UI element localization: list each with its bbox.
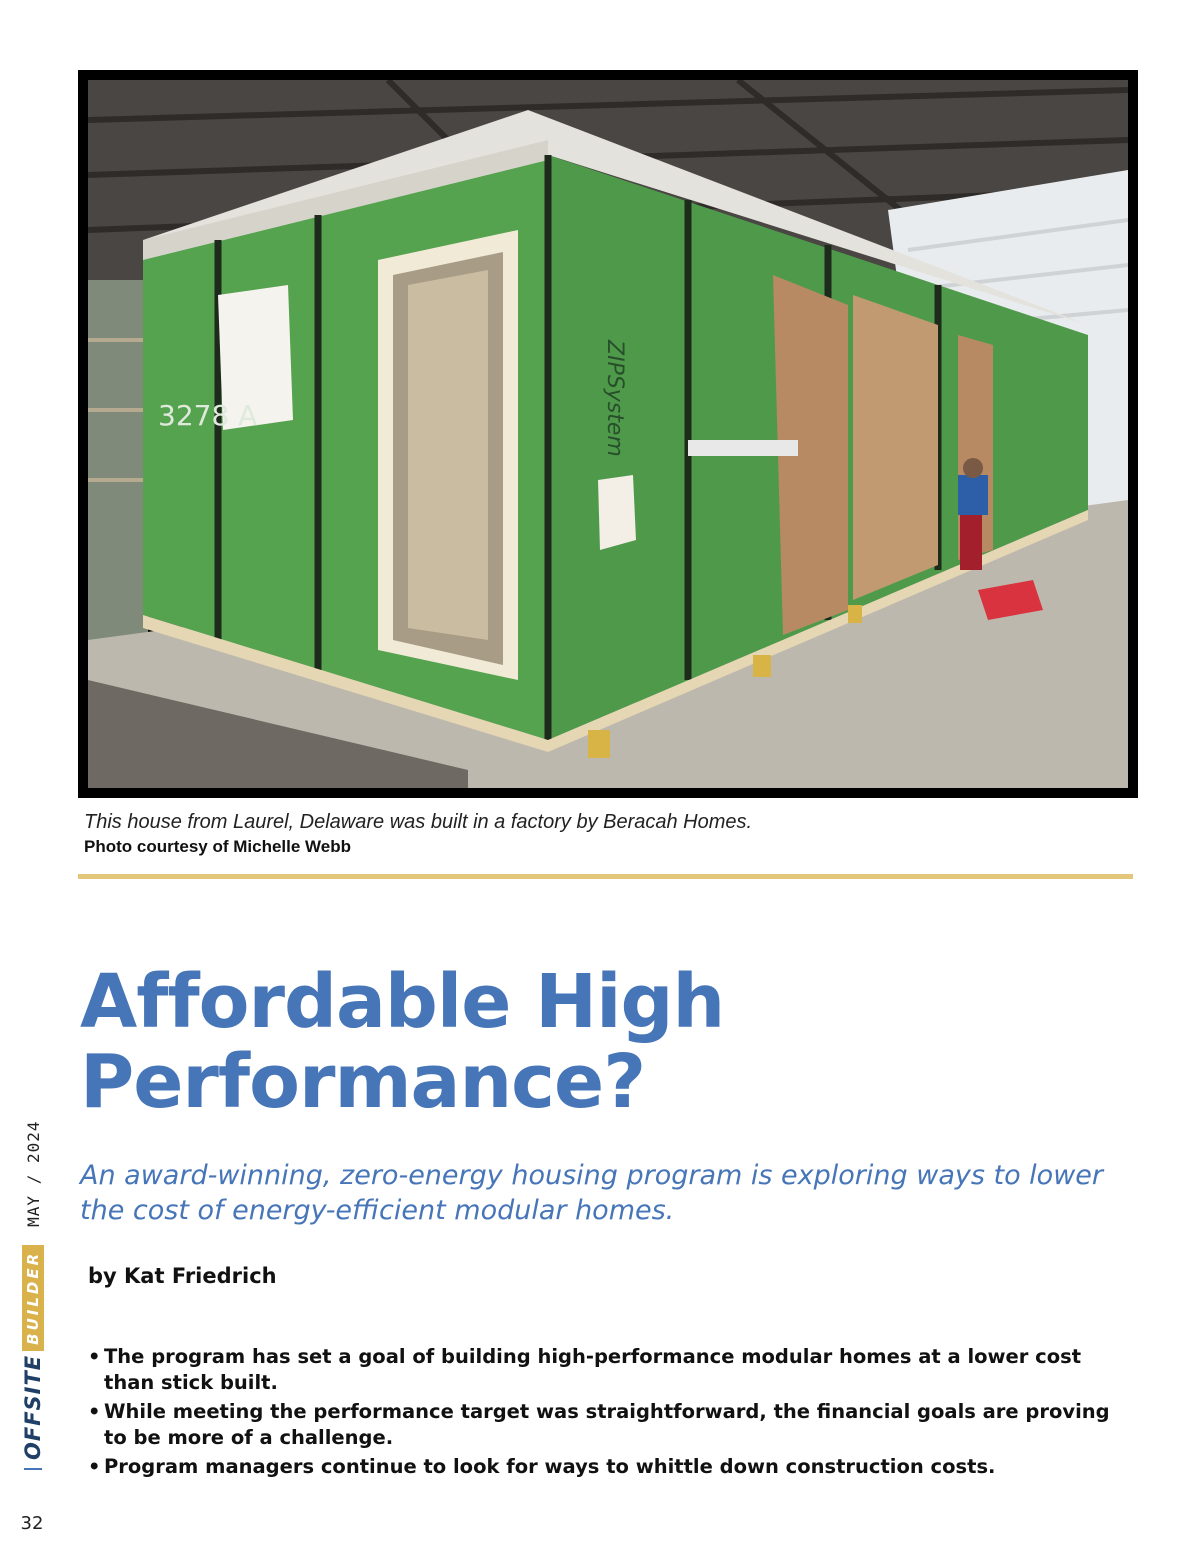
page-number: 32 [20, 1513, 44, 1534]
issue-date: MAY / 2024 [23, 1120, 43, 1227]
article-dek [80, 1158, 1140, 1228]
key-point [88, 1454, 1136, 1480]
title-line-1: Affordable High [80, 959, 725, 1045]
key-points-list [88, 1344, 1136, 1483]
dek-line-2: the cost of energy-efficient modular homes. [80, 1195, 675, 1226]
feature-photo-frame [78, 70, 1138, 798]
folio-bar [24, 1468, 42, 1470]
bullet-icon: • [88, 1455, 101, 1478]
caption-text: This house from Laurel, Delaware was built in a factory by Beracah Homes. [84, 811, 753, 833]
bullet-icon: • [88, 1345, 101, 1368]
key-point [88, 1399, 1136, 1451]
photo-credit: Photo courtesy of Michelle Webb [84, 837, 351, 856]
module-marking: 3278 A [158, 399, 258, 432]
dek-line-1: An award-winning, zero-energy housing program is exploring ways to lower [80, 1160, 1103, 1191]
sheathing-brand-text: ZIPSystem [602, 340, 627, 457]
feature-photo [88, 80, 1128, 788]
key-point-text: Program managers continue to look for ways to whittle down construction costs. [104, 1455, 996, 1478]
divider-rule [78, 874, 1133, 879]
magazine-logo-builder: BUILDER [22, 1245, 44, 1351]
photo-caption [84, 809, 1124, 859]
title-line-2: Performance? [80, 1039, 646, 1125]
magazine-logo-offsite: OFFSITE [21, 1354, 45, 1460]
key-point-text: The program has set a goal of building high-performance modular homes at a lower cost than stick built. [104, 1345, 1082, 1394]
bullet-icon: • [88, 1400, 101, 1423]
magazine-sidebar-folio [22, 1121, 44, 1471]
article-title [80, 959, 1080, 1125]
key-point [88, 1344, 1136, 1396]
byline: by Kat Friedrich [88, 1264, 277, 1288]
key-point-text: While meeting the performance target was straightforward, the financial goals are proving to be more of a challenge. [104, 1400, 1110, 1449]
